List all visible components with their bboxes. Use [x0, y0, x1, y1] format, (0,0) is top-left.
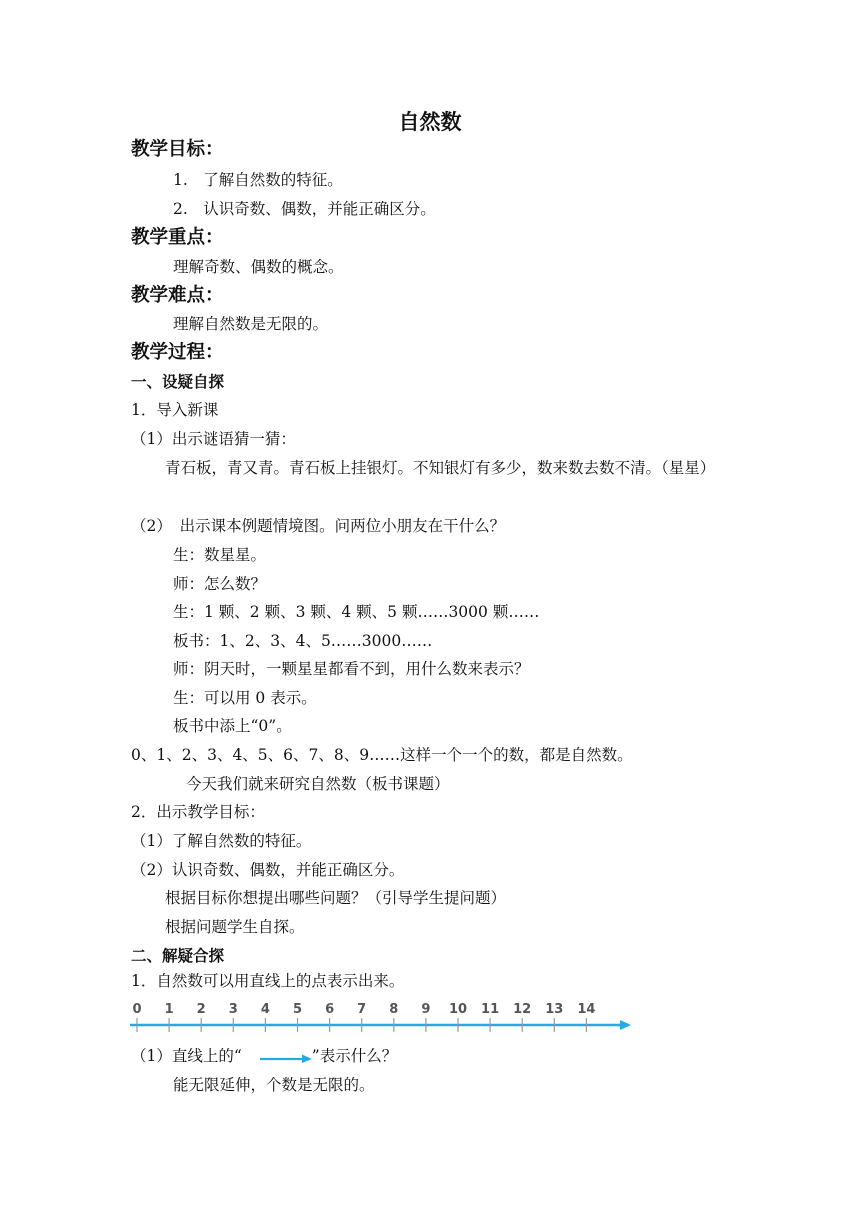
objectives-heading: 教学目标： [131, 139, 224, 160]
section1-sub1: （1）出示谜语猜一猜： [131, 430, 296, 448]
key-point-text: 理解奇数、偶数的概念。 [173, 258, 344, 276]
arrow-question-after: ”表示什么？ [311, 1047, 398, 1065]
number-line-label: 9 [421, 1002, 431, 1017]
section2-step1: 1．自然数可以用直线上的点表示出来。 [131, 972, 405, 990]
number-line-label: 11 [481, 1002, 500, 1017]
sequence-text: 0、1、2、3、4、5、6、7、8、9……这样一个一个的数，都是自然数。 [131, 746, 633, 764]
process-heading: 教学过程： [131, 342, 224, 363]
dialog-line: 生：数星星。 [173, 546, 267, 564]
page-title: 自然数 [398, 110, 462, 134]
dialog-line: 板书：1、2、3、4、5……3000…… [173, 632, 433, 650]
right-arrow-icon [260, 1051, 312, 1063]
number-line-label: 7 [357, 1002, 367, 1017]
dialog-line: 生：可以用 0 表示。 [173, 689, 317, 707]
question-prompt: 根据目标你想提出哪些问题？（引导学生提问题） [165, 889, 507, 907]
arrow-question [131, 1046, 397, 1066]
difficulty-heading: 教学难点： [131, 285, 224, 306]
number-line-label: 13 [545, 1002, 564, 1017]
section1-step2: 2．出示教学目标： [131, 803, 265, 821]
number-line [128, 997, 633, 1035]
dialog-line: 板书中添上“0”。 [173, 717, 292, 735]
dialog-line: 生：1 颗、2 颗、3 颗、4 颗、5 颗……3000 颗…… [173, 603, 540, 621]
today-text: 今天我们就来研究自然数（板书课题） [186, 775, 450, 793]
number-line-label: 5 [292, 1002, 303, 1017]
objective-item-1: 1. 了解自然数的特征。 [173, 171, 343, 189]
number-line-label: 14 [577, 1002, 596, 1017]
number-line-label: 1 [164, 1002, 174, 1017]
goal-item-1: （1）了解自然数的特征。 [131, 832, 312, 850]
answer-text: 能无限延伸，个数是无限的。 [173, 1076, 375, 1094]
riddle-text: 青石板，青又青。青石板上挂银灯。不知银灯有多少，数来数去数不清。（星星） [165, 459, 716, 477]
objective-item-2: 2. 认识奇数、偶数，并能正确区分。 [173, 200, 436, 218]
key-point-heading: 教学重点： [131, 227, 224, 248]
number-line-label: 3 [228, 1002, 238, 1017]
number-line-label: 8 [389, 1002, 399, 1017]
number-line-label: 12 [513, 1002, 532, 1017]
dialog-line: 师：阴天时，一颗星星都看不到，用什么数来表示？ [173, 660, 530, 678]
section1-heading: 一、设疑自探 [131, 373, 225, 391]
number-line-label: 0 [132, 1002, 142, 1017]
section1-step1: 1．导入新课 [131, 401, 219, 419]
number-line-label: 4 [260, 1002, 270, 1017]
dialog-line: 师：怎么数？ [173, 575, 267, 593]
goal-item-2: （2）认识奇数、偶数，并能正确区分。 [131, 861, 405, 879]
arrow-question-before: （1）直线上的“ [131, 1047, 242, 1065]
number-line-label: 10 [448, 1002, 468, 1017]
number-line-label: 6 [325, 1002, 335, 1017]
section1-sub2: （2） 出示课本例题情境图。问两位小朋友在干什么？ [131, 517, 506, 535]
self-explore-text: 根据问题学生自探。 [165, 918, 305, 936]
number-line-arrowhead [620, 1020, 631, 1030]
section2-heading: 二、解疑合探 [131, 947, 225, 965]
number-line-label: 2 [196, 1002, 206, 1017]
difficulty-text: 理解自然数是无限的。 [173, 315, 329, 333]
